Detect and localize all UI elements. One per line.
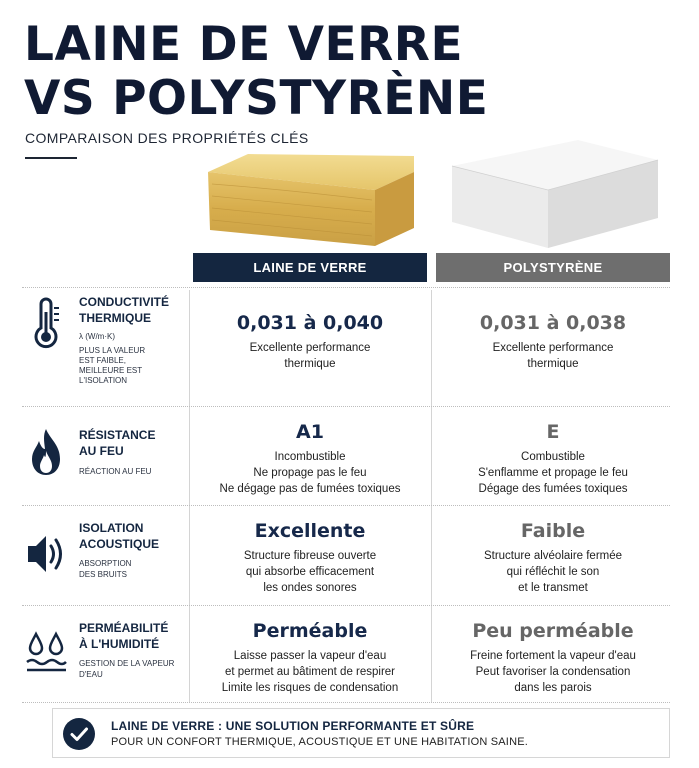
title-line-2: VS POLYSTYRÈNE [24, 71, 489, 126]
note-line: EST FAIBLE, [79, 356, 126, 365]
description-line: qui réfléchit le son [506, 566, 600, 578]
property-name [79, 520, 189, 552]
description-line: Ne propage pas le feu [253, 467, 367, 479]
description-line: Limite les risques de condensation [221, 682, 399, 694]
subtitle-underline [25, 157, 77, 159]
polystyrene-value: E [546, 421, 560, 443]
glass-wool-cell [193, 518, 427, 596]
property-name-line: ACOUSTIQUE [79, 537, 160, 551]
polystyrene-cell [436, 419, 670, 497]
property-label [79, 427, 189, 477]
polystyrene-cell [436, 310, 670, 372]
description-line: thermique [284, 358, 336, 370]
polystyrene-description [436, 340, 670, 372]
glass-wool-description [193, 648, 427, 696]
property-name-line: ISOLATION [79, 521, 144, 535]
glass-wool-value: Perméable [252, 620, 368, 642]
property-label [79, 294, 189, 386]
description-line: Structure alvéolaire fermée [483, 550, 623, 562]
property-name-line: PERMÉABILITÉ [79, 621, 169, 635]
unit-line: DES BRUITS [79, 570, 128, 579]
conclusion-title: LAINE DE VERRE : UNE SOLUTION PERFORMANTE ET SÛRE [111, 719, 475, 733]
description-line: qui absorbe efficacement [245, 566, 375, 578]
note-line: MEILLEURE EST [79, 366, 143, 375]
glass-wool-value: Excellente [254, 520, 366, 542]
description-line: Structure fibreuse ouverte [243, 550, 377, 562]
property-name-line: THERMIQUE [79, 311, 151, 325]
glass-wool-cell [193, 310, 427, 372]
polystyrene-description [436, 548, 670, 596]
description-line: et permet au bâtiment de respirer [224, 666, 396, 678]
water-drops-icon [24, 626, 68, 682]
property-name [79, 427, 189, 459]
description-line: Laisse passer la vapeur d'eau [233, 650, 387, 662]
row-divider [22, 605, 670, 606]
column-header-polystyrene: POLYSTYRÈNE [436, 253, 670, 282]
note-line: L'ISOLATION [79, 376, 128, 385]
description-line: et le transmet [518, 582, 588, 594]
row-divider [22, 287, 670, 288]
property-note [79, 346, 189, 386]
row-divider [22, 702, 670, 703]
description-line: S'enflamme et propage le feu [478, 467, 628, 479]
column-header-glass-wool: LAINE DE VERRE [193, 253, 427, 282]
glass-wool-value: 0,031 à 0,040 [236, 312, 384, 334]
property-label [79, 620, 189, 680]
row-divider [22, 505, 670, 506]
property-name-line: CONDUCTIVITÉ [79, 295, 169, 309]
polystyrene-image [448, 138, 660, 250]
polystyrene-cell [436, 518, 670, 596]
property-name-line: À L'HUMIDITÉ [79, 637, 160, 651]
unit-line: D'EAU [79, 670, 103, 679]
polystyrene-value: Peu perméable [472, 620, 634, 642]
property-unit: RÉACTION AU FEU [79, 467, 152, 476]
property-name-line: RÉSISTANCE [79, 428, 156, 442]
title-line-1: LAINE DE VERRE [24, 17, 464, 72]
property-name-line: AU FEU [79, 444, 124, 458]
description-line: Ne dégage pas de fumées toxiques [219, 483, 401, 495]
glass-wool-description [193, 548, 427, 596]
flame-icon [24, 425, 68, 481]
note-line: PLUS LA VALEUR [79, 346, 146, 355]
column-divider [189, 290, 190, 702]
description-line: Combustible [521, 451, 585, 463]
description-line: dans les parois [514, 682, 592, 694]
property-name [79, 294, 189, 326]
column-divider [431, 290, 432, 702]
glass-wool-image [200, 150, 420, 252]
glass-wool-description [193, 340, 427, 372]
description-line: thermique [527, 358, 579, 370]
polystyrene-cell [436, 618, 670, 696]
description-line: les ondes sonores [263, 582, 357, 594]
description-line: Incombustible [274, 451, 346, 463]
row-divider [22, 406, 670, 407]
glass-wool-value: A1 [296, 421, 324, 443]
description-line: Peut favoriser la condensation [475, 666, 631, 678]
polystyrene-description [436, 449, 670, 497]
description-line: Freine fortement la vapeur d'eau [470, 650, 636, 662]
polystyrene-value: 0,031 à 0,038 [479, 312, 627, 334]
unit-line: GESTION DE LA VAPEUR [79, 659, 175, 668]
description-line: Dégage des fumées toxiques [478, 483, 628, 495]
property-unit [79, 658, 189, 680]
checkmark-icon [63, 718, 95, 750]
glass-wool-cell [193, 618, 427, 696]
page-subtitle: COMPARAISON DES PROPRIÉTÉS CLÉS [25, 130, 309, 146]
property-name [79, 620, 189, 652]
page-title [24, 18, 584, 126]
description-line: Excellente performance [249, 342, 371, 354]
property-unit: λ (W/m·K) [79, 332, 115, 341]
conclusion-banner [52, 708, 670, 758]
glass-wool-cell [193, 419, 427, 497]
unit-line: ABSORPTION [79, 559, 132, 568]
thermometer-icon [24, 296, 68, 352]
description-line: Excellente performance [492, 342, 614, 354]
property-label [79, 520, 189, 580]
polystyrene-description [436, 648, 670, 696]
property-unit [79, 558, 189, 580]
speaker-icon [24, 526, 68, 582]
polystyrene-value: Faible [520, 520, 586, 542]
conclusion-subtitle: POUR UN CONFORT THERMIQUE, ACOUSTIQUE ET UNE HABITATION SAINE. [111, 736, 529, 748]
glass-wool-description [193, 449, 427, 497]
